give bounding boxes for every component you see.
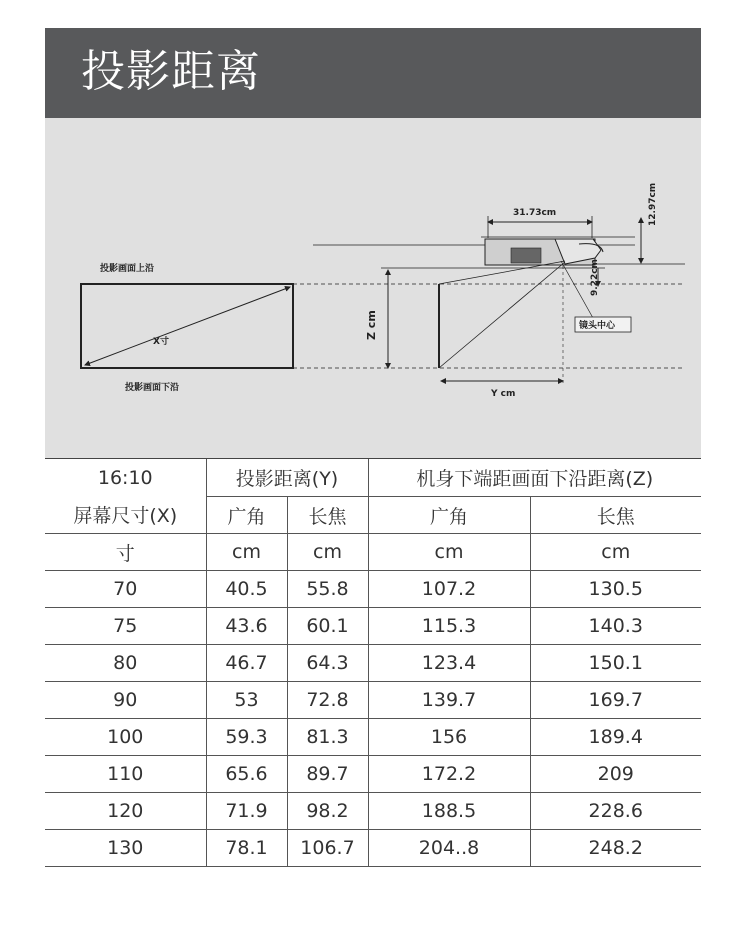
screen-size-header: 屏幕尺寸(X) — [45, 497, 206, 534]
table-row — [45, 682, 701, 719]
size-cell: 120 — [45, 793, 206, 830]
table-subheader-row — [45, 497, 701, 534]
z-wide-cell: 156 — [368, 719, 530, 756]
z-tele-cell: 140.3 — [530, 608, 701, 645]
table-row — [45, 719, 701, 756]
y-wide-cell: 65.6 — [206, 756, 287, 793]
y-wide-cell: 43.6 — [206, 608, 287, 645]
lens-center-label: 镜头中心 — [579, 321, 616, 331]
z-wide-cell: 139.7 — [368, 682, 530, 719]
z-tele-header: 长焦 — [530, 497, 701, 534]
y-wide-cell: 78.1 — [206, 830, 287, 867]
z-tele-cell: 228.6 — [530, 793, 701, 830]
title-bar — [45, 28, 701, 118]
spec-table — [45, 458, 701, 867]
table-row — [45, 608, 701, 645]
beam-bottom — [439, 262, 565, 368]
table-row — [45, 645, 701, 682]
width-dim-label: 31.73cm — [513, 208, 557, 218]
z-wide-cell: 188.5 — [368, 793, 530, 830]
y-wide-header: 广角 — [206, 497, 287, 534]
z-wide-cell: 115.3 — [368, 608, 530, 645]
y-tele-cell: 89.7 — [287, 756, 368, 793]
z-tele-cell: 248.2 — [530, 830, 701, 867]
table-row — [45, 571, 701, 608]
size-cell: 100 — [45, 719, 206, 756]
z-wide-header: 广角 — [368, 497, 530, 534]
y-wide-cell: 53 — [206, 682, 287, 719]
diagonal-label: X寸 — [153, 337, 169, 347]
unit-cell: cm — [368, 534, 530, 571]
top-edge-label: 投影画面上沿 — [100, 264, 155, 274]
z-dim-label: Z cm — [365, 310, 378, 340]
diagram-svg — [45, 118, 701, 458]
offset-dim-label: 9.22cm — [590, 259, 600, 296]
y-tele-cell: 81.3 — [287, 719, 368, 756]
z-wide-cell: 172.2 — [368, 756, 530, 793]
distance-header: 投影距离(Y) — [206, 459, 368, 497]
table-row — [45, 830, 701, 867]
height-header: 机身下端距画面下沿距离(Z) — [368, 459, 701, 497]
size-cell: 130 — [45, 830, 206, 867]
z-tele-cell: 169.7 — [530, 682, 701, 719]
unit-cell: cm — [530, 534, 701, 571]
y-tele-cell: 72.8 — [287, 682, 368, 719]
z-tele-cell: 150.1 — [530, 645, 701, 682]
y-wide-cell: 71.9 — [206, 793, 287, 830]
size-cell: 70 — [45, 571, 206, 608]
y-tele-cell: 106.7 — [287, 830, 368, 867]
y-tele-cell: 55.8 — [287, 571, 368, 608]
y-wide-cell: 40.5 — [206, 571, 287, 608]
y-tele-cell: 98.2 — [287, 793, 368, 830]
table-header-row — [45, 459, 701, 497]
ratio-cell: 16:10 — [45, 459, 206, 497]
size-cell: 110 — [45, 756, 206, 793]
size-cell: 90 — [45, 682, 206, 719]
lens-callout-line — [561, 261, 593, 318]
z-tele-cell: 189.4 — [530, 719, 701, 756]
table-unit-row — [45, 534, 701, 571]
projector-vent — [511, 248, 541, 263]
unit-cell: cm — [206, 534, 287, 571]
diagonal-line — [85, 287, 290, 365]
y-tele-cell: 64.3 — [287, 645, 368, 682]
projection-diagram — [45, 118, 701, 458]
z-wide-cell: 204..8 — [368, 830, 530, 867]
unit-cell: cm — [287, 534, 368, 571]
y-tele-cell: 60.1 — [287, 608, 368, 645]
y-wide-cell: 46.7 — [206, 645, 287, 682]
bottom-edge-label: 投影画面下沿 — [125, 383, 180, 393]
screen-unit: 寸 — [45, 534, 206, 571]
y-tele-header: 长焦 — [287, 497, 368, 534]
page-title: 投影距离 — [81, 46, 261, 97]
height-dim-label: 12.97cm — [648, 182, 658, 226]
table-row — [45, 756, 701, 793]
z-wide-cell: 123.4 — [368, 645, 530, 682]
z-wide-cell: 107.2 — [368, 571, 530, 608]
z-tele-cell: 209 — [530, 756, 701, 793]
table-row — [45, 793, 701, 830]
y-wide-cell: 59.3 — [206, 719, 287, 756]
y-dim-label: Y cm — [491, 389, 516, 399]
z-tele-cell: 130.5 — [530, 571, 701, 608]
size-cell: 75 — [45, 608, 206, 645]
size-cell: 80 — [45, 645, 206, 682]
